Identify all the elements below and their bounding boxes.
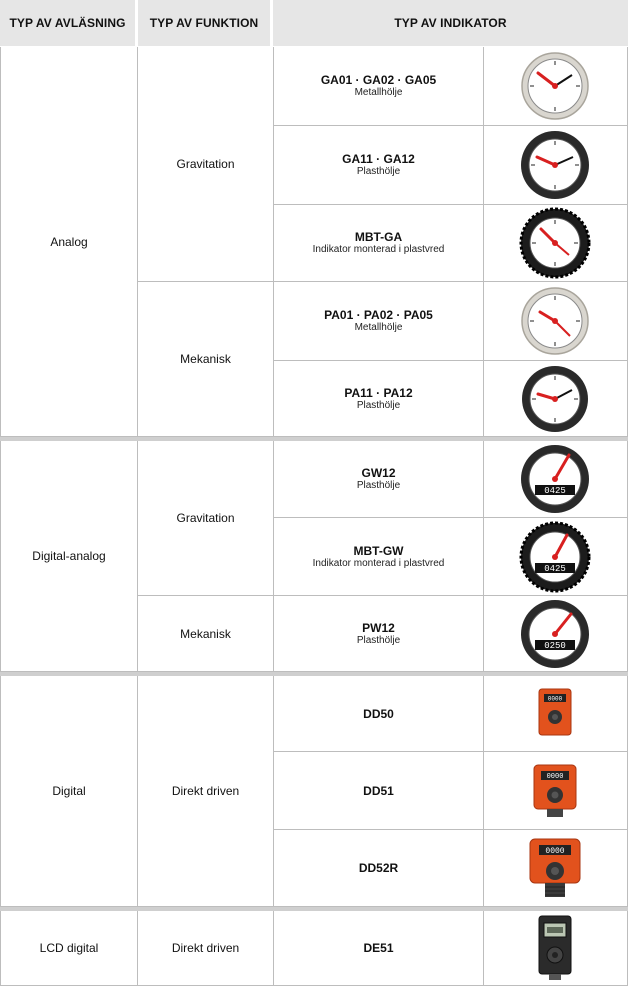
product-name: DD52R	[358, 861, 399, 875]
analog-indicator-metal-icon	[520, 286, 590, 356]
product-image-cell	[483, 441, 628, 518]
product-name: PW12	[362, 620, 395, 635]
product-description: Plasthölje	[356, 480, 401, 491]
product-image-cell	[483, 126, 628, 205]
analog-indicator-metal-icon	[520, 51, 590, 121]
counter-digits: 0425	[544, 486, 566, 496]
product-image-cell	[483, 596, 628, 672]
reading-label: Digital	[52, 784, 86, 798]
header-indicator-type: TYP AV INDIKATOR	[273, 0, 628, 46]
lcd-indicator-icon	[533, 913, 577, 983]
product-name: GA01 · GA02 · GA05	[320, 73, 437, 87]
digital-analog-indicator-icon	[519, 443, 591, 515]
function-mekanisk-analog	[137, 282, 274, 437]
group-lcd-digital	[0, 911, 138, 986]
product-image-cell	[483, 361, 628, 437]
digital-analog-handwheel-icon	[519, 521, 591, 593]
analog-indicator-plastic-icon	[520, 364, 590, 434]
product-cell	[273, 361, 484, 437]
product-description: Indikator monterad i plastvred	[312, 244, 445, 255]
svg-text:0000: 0000	[547, 695, 563, 702]
product-cell	[273, 911, 484, 986]
function-mekanisk-digital-analog	[137, 596, 274, 672]
product-image-cell	[483, 830, 628, 907]
reading-label: LCD digital	[39, 941, 99, 955]
product-image-cell	[483, 752, 628, 830]
counter-digits: 0425	[544, 563, 566, 574]
analog-indicator-handwheel-icon	[519, 207, 591, 279]
product-cell	[273, 830, 484, 907]
product-description: Metallhölje	[354, 322, 403, 333]
product-description: Plasthölje	[356, 634, 401, 646]
product-description: Metallhölje	[354, 87, 403, 98]
digital-indicator-orange-icon	[535, 683, 575, 745]
product-name: GW12	[361, 466, 396, 480]
product-cell	[273, 441, 484, 518]
header-reading-type: TYP AV AVLÄSNING	[0, 0, 135, 46]
digital-analog-indicator-icon	[519, 598, 591, 670]
function-direct-driven-digital	[137, 676, 274, 907]
svg-text:0000: 0000	[545, 847, 565, 856]
group-digital	[0, 676, 138, 907]
product-description: Plasthölje	[356, 399, 401, 411]
product-cell	[273, 47, 484, 126]
product-name: DD51	[363, 783, 394, 798]
product-image-cell	[483, 205, 628, 282]
product-image-cell	[483, 911, 628, 986]
analog-indicator-plastic-icon	[519, 129, 591, 201]
reading-label: Analog	[50, 234, 88, 249]
function-label: Direkt driven	[171, 941, 240, 955]
function-label: Gravitation	[176, 157, 235, 171]
product-name: MBT-GA	[354, 230, 403, 244]
product-description: Indikator monterad i plastvred	[312, 557, 445, 569]
product-cell	[273, 282, 484, 361]
product-name: PA01 · PA02 · PA05	[324, 308, 433, 322]
digital-indicator-orange-icon	[529, 759, 581, 823]
product-image-cell	[483, 282, 628, 361]
product-description: Plasthölje	[356, 166, 401, 177]
product-name: DD50	[363, 706, 394, 721]
product-name: GA11 · GA12	[342, 152, 415, 166]
function-label: Direkt driven	[171, 784, 240, 798]
function-label: Mekanisk	[180, 352, 231, 366]
product-name: DE51	[363, 941, 394, 955]
function-gravitation-digital-analog	[137, 441, 274, 596]
product-cell	[273, 752, 484, 830]
product-cell	[273, 676, 484, 752]
header-function-type: TYP AV FUNKTION	[138, 0, 270, 46]
function-direct-driven-lcd	[137, 911, 274, 986]
svg-text:0000: 0000	[546, 772, 564, 781]
product-cell	[273, 126, 484, 205]
function-gravitation-analog	[137, 47, 274, 282]
function-label: Gravitation	[176, 511, 235, 525]
group-analog	[0, 47, 138, 437]
product-name: MBT-GW	[353, 543, 404, 558]
counter-digits: 0250	[544, 640, 566, 651]
product-cell	[273, 518, 484, 596]
function-label: Mekanisk	[180, 626, 231, 641]
reading-label: Digital-analog	[32, 549, 106, 563]
product-image-cell	[483, 518, 628, 596]
product-name: PA11 · PA12	[344, 385, 413, 400]
product-image-cell	[483, 676, 628, 752]
digital-indicator-orange-large-icon	[525, 833, 585, 903]
product-image-cell	[483, 47, 628, 126]
product-cell	[273, 596, 484, 672]
product-cell	[273, 205, 484, 282]
group-digital-analog	[0, 441, 138, 672]
